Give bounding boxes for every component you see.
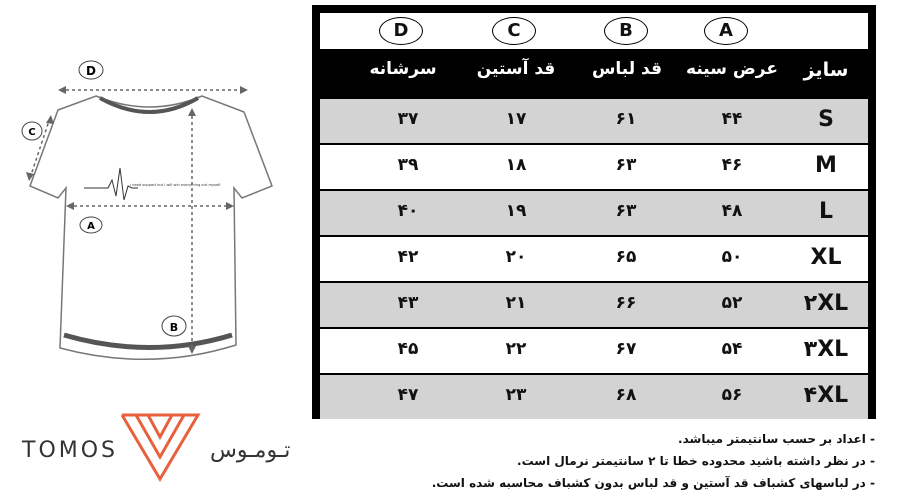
- cell-length: ۶۶: [615, 293, 637, 313]
- table-row: [320, 329, 868, 373]
- cell-shoulder: ۴۳: [397, 293, 419, 313]
- cell-chest: ۵۲: [721, 293, 743, 313]
- brand-persian: تـومـوس: [210, 438, 291, 463]
- cell-chest: ۴۶: [721, 155, 743, 175]
- cell-size: ۴XL: [803, 383, 849, 408]
- cell-size: L: [818, 199, 834, 224]
- letter-c: C: [492, 17, 536, 45]
- cell-length: ۶۳: [615, 155, 637, 175]
- cell-chest: ۵۴: [721, 339, 743, 359]
- note-cuffs: - در لباسهای کشباف قد آستین و قد لباس بدون کشباف محاسبه شده است.: [431, 476, 875, 490]
- notes: [420, 428, 875, 494]
- cell-length: ۶۱: [615, 109, 637, 129]
- cell-shoulder: ۴۵: [397, 339, 419, 359]
- chest-print-text: i need support but i will win everything out myself: [130, 183, 221, 187]
- cell-size: M: [815, 153, 837, 178]
- cell-size: XL: [810, 245, 842, 270]
- brand-mark-icon: [118, 405, 202, 483]
- brand-logo: [20, 405, 320, 495]
- cell-chest: ۵۰: [721, 247, 743, 267]
- label-b: B: [169, 321, 179, 334]
- table-row: [320, 99, 868, 143]
- table-header: [320, 49, 868, 99]
- cell-chest: ۴۸: [721, 201, 743, 221]
- cell-length: ۶۵: [615, 247, 637, 267]
- letter-a: A: [704, 17, 748, 45]
- cell-length: ۶۸: [615, 385, 637, 405]
- cell-length: ۶۷: [615, 339, 637, 359]
- cell-sleeve: ۲۳: [505, 385, 527, 405]
- cell-chest: ۵۶: [721, 385, 743, 405]
- note-tolerance: - در نظر داشته باشید محدوده خطا تا ۲ سانتیمتر نرمال است.: [517, 454, 875, 468]
- cell-length: ۶۳: [615, 201, 637, 221]
- table-row: [320, 283, 868, 327]
- cell-shoulder: ۴۲: [397, 247, 419, 267]
- label-a: A: [87, 221, 95, 232]
- tshirt-outline: [30, 96, 272, 359]
- label-c: C: [28, 127, 36, 138]
- cell-sleeve: ۱۹: [505, 201, 527, 221]
- table-row: [320, 145, 868, 189]
- cell-chest: ۴۴: [721, 109, 743, 129]
- header-shoulder: سرشانه: [369, 59, 437, 79]
- header-sleeve: قد آستین: [476, 59, 556, 79]
- cell-size: ۳XL: [803, 337, 849, 362]
- table-row: [320, 191, 868, 235]
- cell-sleeve: ۱۸: [505, 155, 527, 175]
- cell-shoulder: ۳۷: [397, 109, 419, 129]
- cell-sleeve: ۱۷: [505, 109, 527, 129]
- note-units: - اعداد بر حسب سانتیمتر میباشد.: [678, 432, 875, 446]
- cell-sleeve: ۲۲: [505, 339, 527, 359]
- cell-shoulder: ۴۰: [397, 201, 419, 221]
- cell-shoulder: ۳۹: [397, 155, 419, 175]
- tshirt-diagram: [0, 0, 300, 420]
- cell-sleeve: ۲۱: [505, 293, 527, 313]
- table-row: [320, 237, 868, 281]
- cell-sleeve: ۲۰: [505, 247, 527, 267]
- label-d: D: [86, 64, 96, 78]
- table-row: [320, 375, 868, 419]
- header-length: قد لباس: [591, 59, 663, 79]
- cell-shoulder: ۴۷: [397, 385, 419, 405]
- letter-d: D: [379, 17, 423, 45]
- cell-size: ۲XL: [803, 291, 849, 316]
- brand-latin: TOMOS: [22, 438, 119, 463]
- cell-size: S: [818, 107, 834, 132]
- header-chest: عرض سینه: [686, 59, 778, 79]
- header-size: سایز: [803, 59, 849, 81]
- size-table: [312, 5, 876, 419]
- measurement-letters-row: [320, 13, 868, 49]
- letter-b: B: [604, 17, 648, 45]
